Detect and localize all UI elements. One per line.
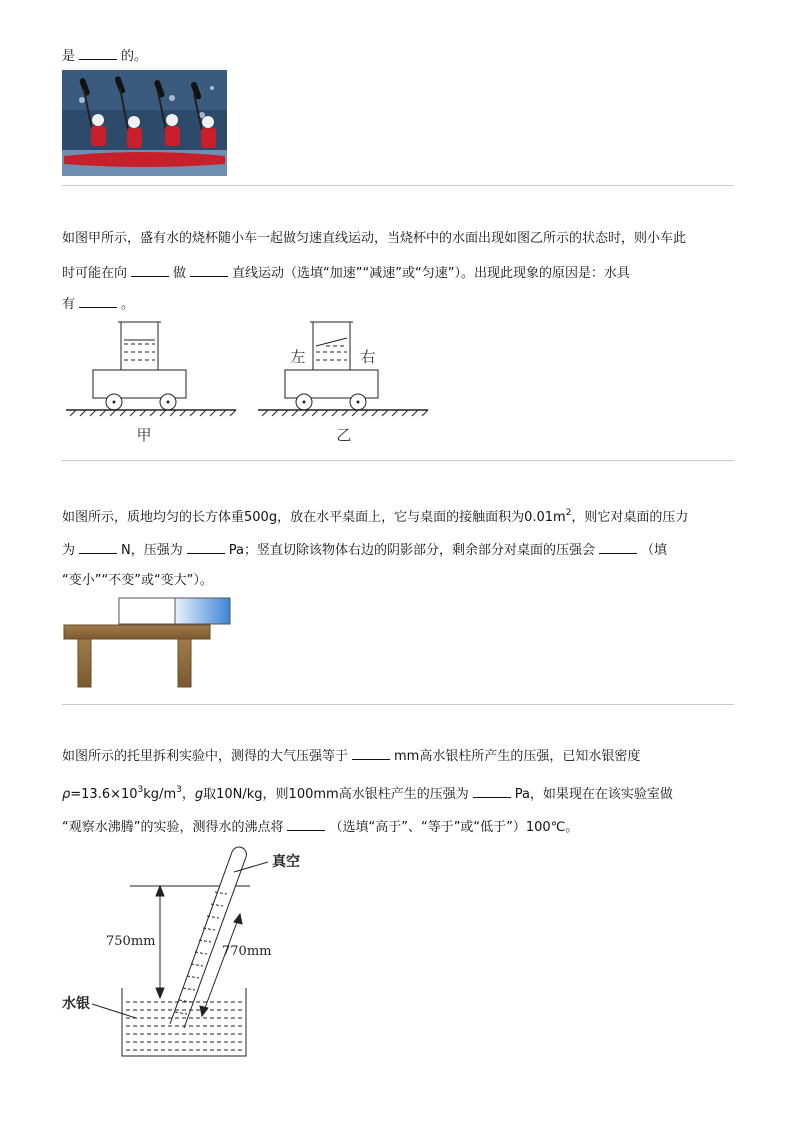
cart-figure-yi (258, 318, 433, 448)
q3-g: g (194, 787, 204, 802)
q3-text: “观察水沸腾”的实验，测得水的沸点将 (62, 820, 284, 835)
table-top (64, 625, 210, 639)
divider (62, 704, 734, 705)
q3-text: mm高水银柱所产生的压强，已知水银密度 (394, 749, 641, 764)
q2-line2 (62, 541, 667, 559)
cart-body (285, 370, 378, 398)
fig-label-yi: 乙 (336, 426, 352, 444)
beaker (121, 322, 158, 370)
answer-blank[interactable] (190, 264, 228, 277)
q1-text: 时可能在向 (62, 266, 128, 281)
mercury-leader (92, 1004, 136, 1018)
cart-figure-jia (66, 318, 241, 448)
q1-text: 直线运动（选填“加速”“减速”或“匀速”）。出现此现象的原因是：水具 (232, 266, 630, 281)
q3-rho: ρ (62, 787, 71, 802)
label-vacuum: 真空 (272, 854, 300, 870)
q2-text: 为 (62, 543, 76, 558)
kayak-photo (62, 70, 227, 176)
answer-blank[interactable] (79, 295, 117, 308)
q2-text: （填 (640, 543, 667, 558)
answer-blank[interactable] (131, 264, 169, 277)
table-block-figure (62, 597, 237, 692)
q3-text: =13.6×10 (70, 787, 138, 802)
q1-line2 (62, 264, 630, 282)
q3-line3 (62, 818, 578, 836)
answer-blank[interactable] (352, 747, 390, 760)
q3-sup: 3 (176, 784, 182, 795)
fig-label-jia: 甲 (136, 426, 152, 444)
block-shaded-part (175, 598, 230, 624)
answer-blank[interactable] (287, 818, 325, 831)
q2-text: N，压强为 (121, 543, 183, 558)
cart-body (93, 370, 186, 398)
tilted-water-surface (316, 338, 347, 346)
q1-line1: 如图甲所示，盛有水的烧杯随小车一起做匀速直线运动，当烧杯中的水面出现如图乙所示的状态时，则小车此 (62, 231, 687, 246)
q0-prefix: 是 (62, 49, 76, 64)
divider (62, 460, 734, 461)
block-remaining (119, 598, 175, 624)
table-leg (178, 639, 191, 687)
kayak-hull (64, 152, 225, 167)
q3-text: ， (181, 787, 195, 802)
q3-text: kg/m (143, 787, 177, 802)
q2-sup: 2 (565, 507, 572, 518)
q3-line1 (62, 747, 640, 765)
answer-blank[interactable] (187, 541, 225, 554)
divider (62, 185, 734, 186)
q2-line3: “变小”“不变”或“变大”）。 (62, 573, 213, 588)
beaker (313, 322, 350, 370)
q3-sup: 3 (137, 784, 144, 795)
answer-blank[interactable] (473, 785, 511, 798)
q1-line3 (62, 295, 134, 313)
q2-text: 如图所示，质地均匀的长方体重500g，放在水平桌面上，它与桌面的接触面积为0.01m (62, 510, 566, 525)
answer-blank[interactable] (599, 541, 637, 554)
q2-line1 (62, 507, 689, 526)
q2-text: ，则它对桌面的压力 (571, 510, 689, 525)
fig-label-right: 右 (360, 348, 376, 366)
label-750mm: 750mm (106, 934, 156, 949)
label-mercury: 水银 (62, 996, 90, 1012)
q0-suffix: 的。 (121, 49, 148, 64)
table-leg (78, 639, 91, 687)
q1-text: 。 (121, 297, 135, 312)
q3-text: 如图所示的托里拆利实验中，测得的大气压强等于 (62, 749, 349, 764)
q0-line (62, 47, 147, 65)
q2-text: Pa；竖直切除该物体右边的阴影部分，剩余部分对桌面的压强会 (228, 543, 595, 558)
label-770mm: 770mm (222, 944, 272, 959)
fig-label-left: 左 (290, 348, 306, 366)
q3-text: （选填“高于”、“等于”或“低于”）100℃。 (329, 820, 579, 835)
answer-blank[interactable] (79, 47, 117, 60)
q1-text: 有 (62, 297, 76, 312)
q3-line2 (62, 785, 673, 803)
q3-text: 取10N/kg，则100mm高水银柱产生的压强为 (203, 787, 469, 802)
torricelli-figure (62, 838, 322, 1064)
answer-blank[interactable] (79, 541, 117, 554)
q1-text: 做 (173, 266, 187, 281)
q3-text: Pa，如果现在在该实验室做 (514, 787, 673, 802)
